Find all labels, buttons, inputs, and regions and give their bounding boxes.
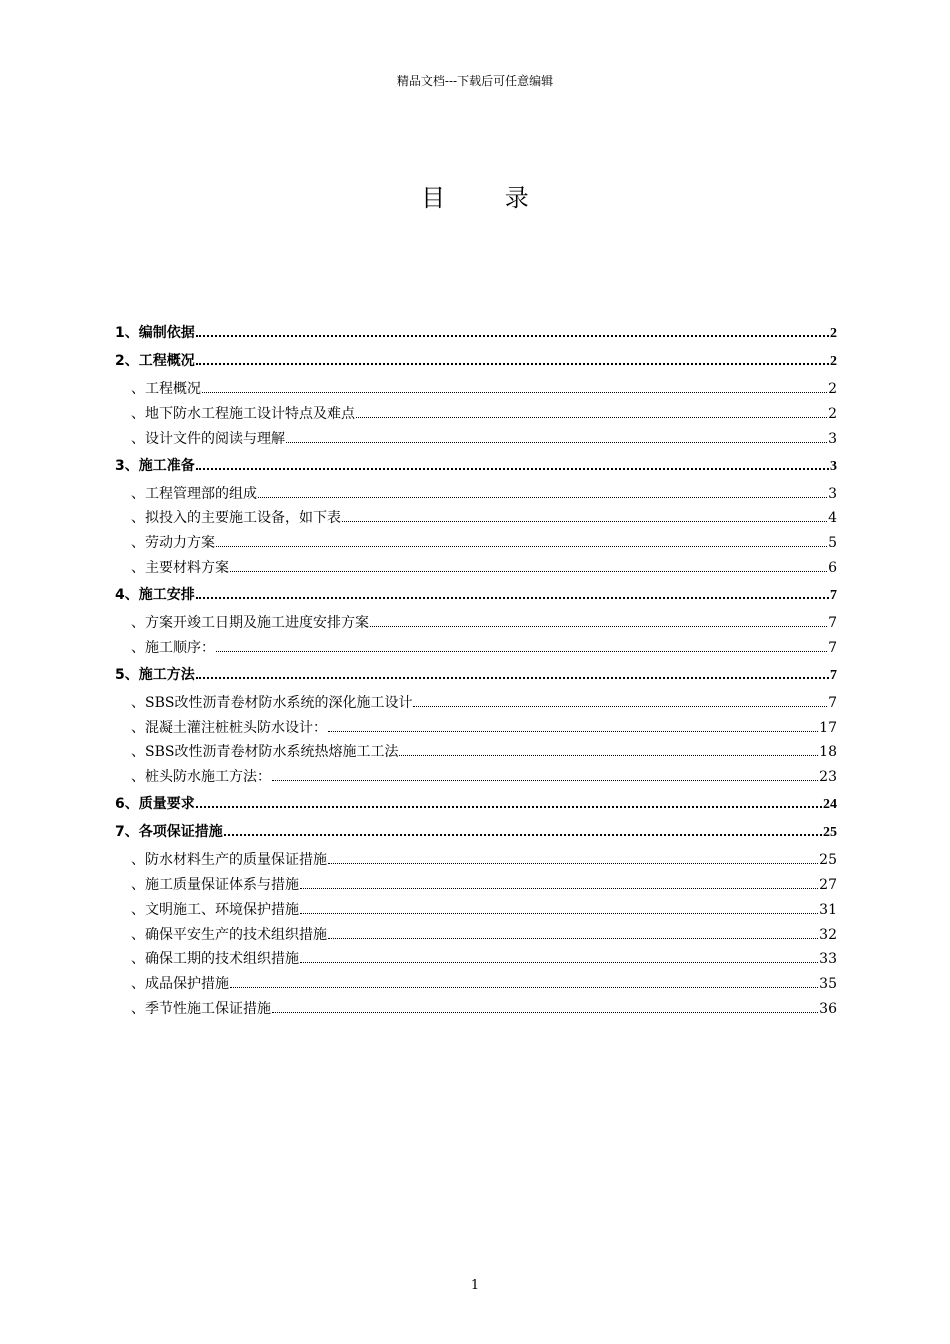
toc-entry-page: 2 xyxy=(830,326,837,341)
dot-leader xyxy=(300,961,818,963)
dot-leader xyxy=(196,334,829,337)
dot-leader xyxy=(216,545,827,547)
dot-leader xyxy=(196,805,822,808)
toc-entry-page: 7 xyxy=(828,614,837,631)
toc-entry-page: 23 xyxy=(819,769,837,786)
dot-leader xyxy=(224,833,822,836)
toc-subsection-entry[interactable] xyxy=(115,741,837,762)
toc-section-entry[interactable] xyxy=(115,821,837,841)
toc-entry-label: 、拟投入的主要施工设备，如下表 xyxy=(131,510,341,527)
toc-entry-label: 、桩头防水施工方法： xyxy=(131,769,271,786)
toc-entry-label: 、SBS改性沥青卷材防水系统的深化施工设计 xyxy=(131,694,413,711)
toc-entry-label: 2、工程概况 xyxy=(115,353,195,369)
toc-entry-label: 5、施工方法 xyxy=(115,666,195,683)
dot-leader xyxy=(272,1011,818,1013)
toc-entry-label: 、SBS改性沥青卷材防水系统热熔施工工法 xyxy=(131,744,399,761)
dot-leader xyxy=(216,650,827,652)
dot-leader xyxy=(300,912,818,914)
toc-entry-label: 、确保工期的技术组织措施 xyxy=(131,951,299,968)
toc-entry-label: 、设计文件的阅读与理解 xyxy=(131,430,285,447)
toc-subsection-entry[interactable] xyxy=(115,403,837,424)
toc-entry-label: 、确保平安生产的技术组织措施 xyxy=(131,926,327,943)
toc-entry-page: 18 xyxy=(819,744,837,761)
dot-leader xyxy=(196,596,829,599)
toc-entry-label: 4、施工安排 xyxy=(115,586,195,603)
toc-subsection-entry[interactable] xyxy=(115,998,837,1019)
dot-leader xyxy=(300,887,818,889)
toc-entry-label: 、施工顺序： xyxy=(131,639,215,656)
toc-entry-page: 33 xyxy=(819,951,837,968)
dot-leader xyxy=(196,676,829,679)
toc-subsection-entry[interactable] xyxy=(115,532,837,553)
toc-entry-page: 7 xyxy=(830,587,837,603)
toc-subsection-entry[interactable] xyxy=(115,483,837,504)
toc-entry-label: 、混凝土灌注桩桩头防水设计： xyxy=(131,719,327,736)
toc-subsection-entry[interactable] xyxy=(115,507,837,528)
toc-entry-page: 25 xyxy=(823,825,837,841)
dot-leader xyxy=(196,467,829,470)
toc-entry-page: 3 xyxy=(828,485,837,502)
toc-entry-page: 2 xyxy=(828,405,837,422)
toc-entry-page: 27 xyxy=(819,876,837,893)
page-title: 目 录 xyxy=(421,184,555,212)
toc-subsection-entry[interactable] xyxy=(115,924,837,945)
toc-subsection-entry[interactable] xyxy=(115,899,837,920)
toc-subsection-entry[interactable] xyxy=(115,692,837,713)
toc-entry-label: 、工程管理部的组成 xyxy=(131,485,257,502)
toc-entry-page: 24 xyxy=(823,797,837,813)
table-of-contents xyxy=(115,316,837,1023)
toc-subsection-entry[interactable] xyxy=(115,948,837,969)
toc-subsection-entry[interactable] xyxy=(115,378,837,399)
toc-section-entry[interactable] xyxy=(115,793,837,813)
dot-leader xyxy=(399,754,818,756)
toc-subsection-entry[interactable] xyxy=(115,637,837,658)
dot-leader xyxy=(328,937,818,939)
toc-subsection-entry[interactable] xyxy=(115,766,837,787)
dot-leader xyxy=(370,625,827,627)
toc-entry-page: 2 xyxy=(830,354,837,369)
toc-entry-page: 7 xyxy=(830,667,837,683)
page-number: 1 xyxy=(470,1278,480,1293)
dot-leader xyxy=(328,730,818,732)
dot-leader xyxy=(286,441,827,443)
dot-leader xyxy=(328,862,818,864)
toc-entry-label: 、成品保护措施 xyxy=(131,976,229,993)
toc-entry-page: 5 xyxy=(828,535,837,552)
toc-entry-page: 25 xyxy=(819,852,837,869)
toc-entry-label: 、防水材料生产的质量保证措施 xyxy=(131,852,327,869)
dot-leader xyxy=(196,362,829,365)
toc-entry-label: 、地下防水工程施工设计特点及难点 xyxy=(131,405,355,422)
dot-leader xyxy=(342,520,827,522)
toc-entry-label: 、施工质量保证体系与措施 xyxy=(131,876,299,893)
toc-subsection-entry[interactable] xyxy=(115,557,837,578)
toc-entry-label: 、劳动力方案 xyxy=(131,535,215,552)
page-header: 精品文档---下载后可任意编辑 xyxy=(396,74,554,88)
toc-entry-page: 3 xyxy=(830,458,837,474)
toc-entry-label: 6、质量要求 xyxy=(115,796,195,813)
dot-leader xyxy=(413,705,827,707)
toc-entry-page: 4 xyxy=(828,510,837,527)
dot-leader xyxy=(230,570,827,572)
toc-subsection-entry[interactable] xyxy=(115,973,837,994)
toc-entry-page: 2 xyxy=(828,381,837,397)
toc-section-entry[interactable] xyxy=(115,322,837,342)
toc-entry-page: 7 xyxy=(828,694,837,711)
toc-subsection-entry[interactable] xyxy=(115,849,837,870)
toc-entry-page: 31 xyxy=(819,901,837,918)
toc-subsection-entry[interactable] xyxy=(115,612,837,633)
dot-leader xyxy=(272,779,818,781)
toc-subsection-entry[interactable] xyxy=(115,428,837,449)
toc-entry-page: 32 xyxy=(819,926,837,943)
dot-leader xyxy=(258,496,827,498)
toc-entry-label: 、工程概况 xyxy=(131,381,201,397)
toc-entry-label: 1、编制依据 xyxy=(115,325,195,341)
dot-leader xyxy=(230,986,818,988)
toc-entry-page: 3 xyxy=(828,430,837,447)
toc-section-entry[interactable] xyxy=(115,664,837,684)
toc-entry-page: 36 xyxy=(819,1000,837,1017)
toc-entry-page: 35 xyxy=(819,976,837,993)
toc-section-entry[interactable] xyxy=(115,584,837,604)
toc-section-entry[interactable] xyxy=(115,455,837,475)
toc-entry-page: 6 xyxy=(828,559,837,576)
dot-leader xyxy=(202,391,827,393)
toc-section-entry[interactable] xyxy=(115,350,837,370)
dot-leader xyxy=(356,416,827,418)
toc-entry-label: 7、各项保证措施 xyxy=(115,824,223,841)
toc-entry-label: 、主要材料方案 xyxy=(131,559,229,576)
toc-subsection-entry[interactable] xyxy=(115,874,837,895)
toc-entry-label: 、季节性施工保证措施 xyxy=(131,1000,271,1017)
toc-subsection-entry[interactable] xyxy=(115,717,837,738)
toc-entry-label: 、文明施工、环境保护措施 xyxy=(131,901,299,918)
toc-entry-page: 7 xyxy=(828,639,837,656)
toc-entry-label: 3、施工准备 xyxy=(115,457,195,474)
toc-entry-page: 17 xyxy=(819,719,837,736)
toc-entry-label: 、方案开竣工日期及施工进度安排方案 xyxy=(131,614,369,631)
